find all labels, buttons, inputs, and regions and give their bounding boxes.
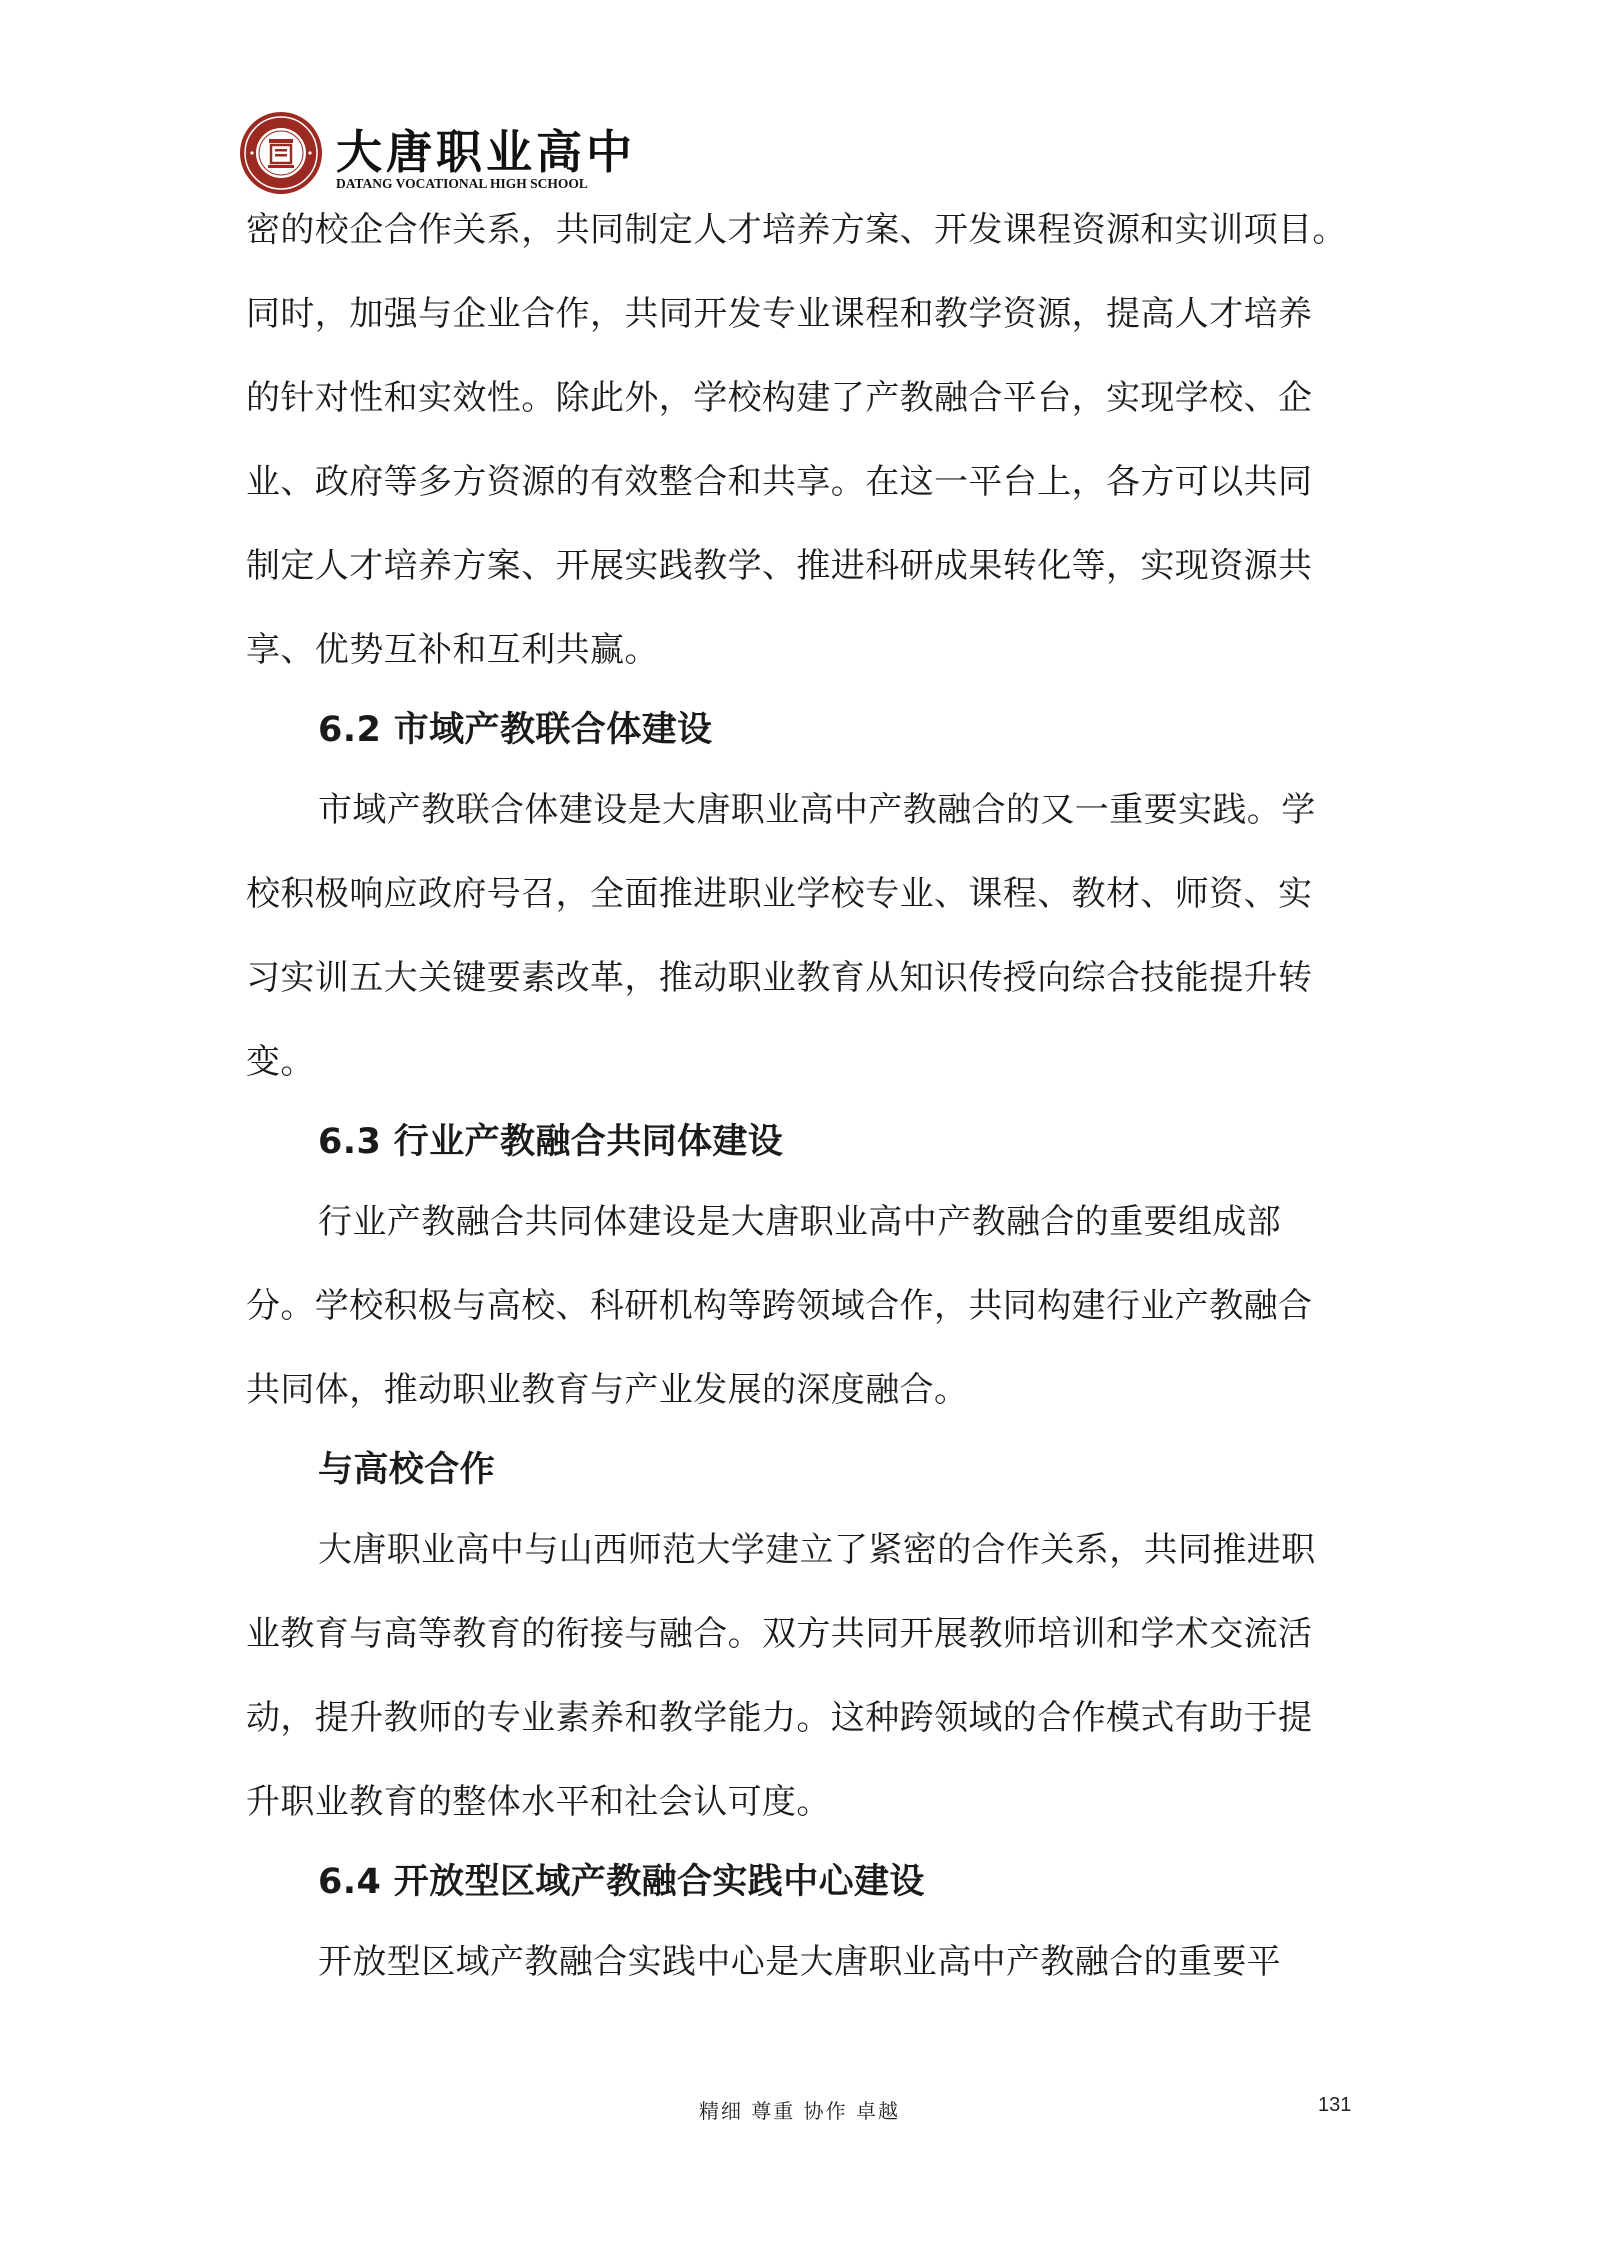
page-header: [238, 108, 658, 198]
paragraph-line: 享、优势互补和互利共赢。: [246, 630, 659, 670]
paragraph-line: 升职业教育的整体水平和社会认可度。: [246, 1782, 831, 1822]
footer-motto: 精细 尊重 协作 卓越: [698, 2099, 901, 2123]
paragraph-line: 分。学校积极与高校、科研机构等跨领域合作，共同构建行业产教融合: [246, 1286, 1313, 1326]
paragraph-line: 同时，加强与企业合作，共同开发专业课程和教学资源，提高人才培养: [246, 294, 1313, 334]
section-heading: 6.2 市域产教联合体建设: [318, 710, 713, 750]
section-heading: 6.4 开放型区域产教融合实践中心建设: [318, 1862, 925, 1902]
paragraph-line: 开放型区域产教融合实践中心是大唐职业高中产教融合的重要平: [318, 1942, 1282, 1982]
paragraph-line: 动，提升教师的专业素养和教学能力。这种跨领域的合作模式有助于提: [246, 1698, 1313, 1738]
paragraph-line: 变。: [246, 1042, 315, 1082]
paragraph-line: 业、政府等多方资源的有效整合和共享。在这一平台上，各方可以共同: [246, 462, 1313, 502]
school-name-en: DATANG VOCATIONAL HIGH SCHOOL: [336, 176, 588, 191]
paragraph-line: 制定人才培养方案、开展实践教学、推进科研成果转化等，实现资源共: [246, 546, 1313, 586]
section-heading: 与高校合作: [318, 1450, 496, 1490]
paragraph-line: 共同体，推动职业教育与产业发展的深度融合。: [246, 1370, 969, 1410]
section-heading: 6.3 行业产教融合共同体建设: [318, 1122, 784, 1162]
school-name-cn: 大唐职业高中: [336, 125, 636, 179]
paragraph-line: 行业产教融合共同体建设是大唐职业高中产教融合的重要组成部: [318, 1202, 1282, 1242]
paragraph-line: 市域产教联合体建设是大唐职业高中产教融合的又一重要实践。学: [318, 790, 1316, 830]
paragraph-line: 业教育与高等教育的衔接与融合。双方共同开展教师培训和学术交流活: [246, 1614, 1313, 1654]
page-number: 131: [1318, 2094, 1352, 2116]
paragraph-line: 密的校企合作关系，共同制定人才培养方案、开发课程资源和实训项目。: [246, 210, 1347, 250]
paragraph-line: 习实训五大关键要素改革，推动职业教育从知识传授向综合技能提升转: [246, 958, 1313, 998]
paragraph-line: 校积极响应政府号召，全面推进职业学校专业、课程、教材、师资、实: [246, 874, 1313, 914]
paragraph-line: 大唐职业高中与山西师范大学建立了紧密的合作关系，共同推进职: [318, 1530, 1316, 1570]
paragraph-line: 的针对性和实效性。除此外，学校构建了产教融合平台，实现学校、企: [246, 378, 1313, 418]
school-seal-icon: [238, 110, 324, 196]
